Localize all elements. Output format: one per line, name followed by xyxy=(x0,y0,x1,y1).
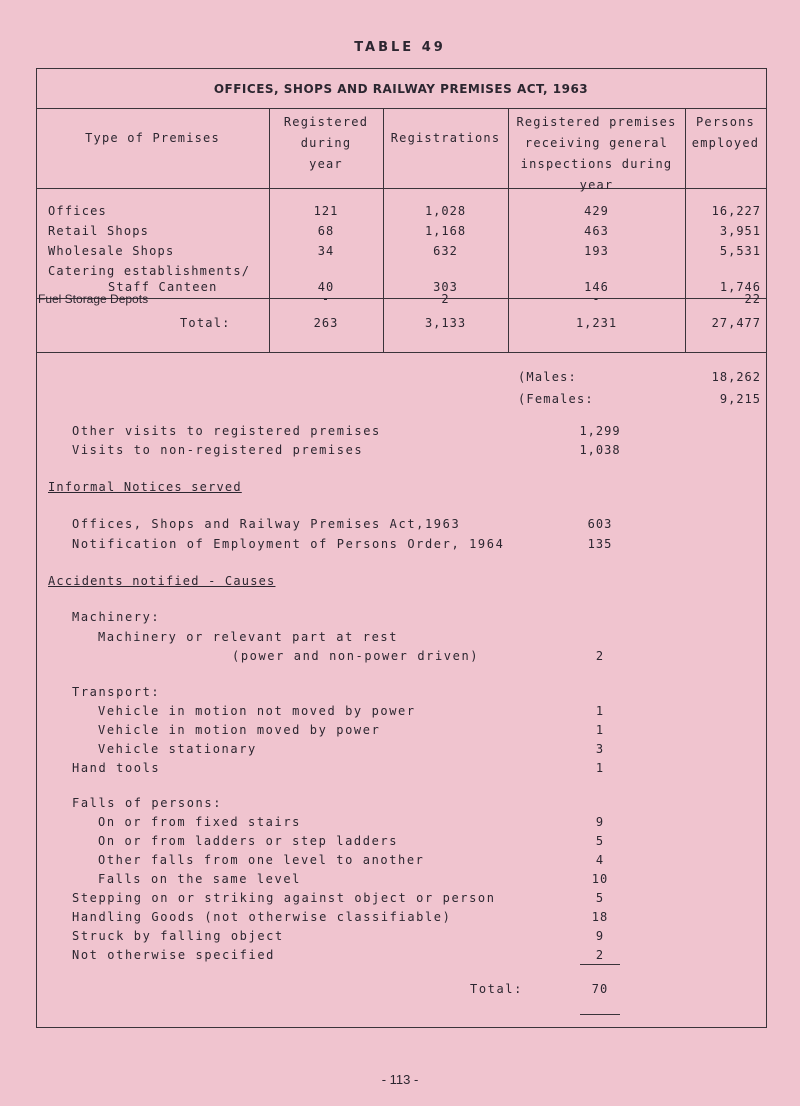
transport-item-value: 1 xyxy=(595,704,605,718)
machinery-value: 2 xyxy=(595,649,605,663)
males-value: 18,262 xyxy=(711,370,761,384)
informal-act-value: 603 xyxy=(587,517,613,531)
accidents-heading: Accidents notified - Causes xyxy=(48,574,276,588)
falls-item-value: 9 xyxy=(595,815,605,829)
females-label: (Females: xyxy=(518,392,594,406)
transport-item-label: Vehicle stationary xyxy=(98,742,257,756)
accidents-total-label: Total: xyxy=(470,982,523,996)
row-reg-year: 68 xyxy=(317,224,335,238)
informal-notices-heading: Informal Notices served xyxy=(48,480,242,494)
visits-nonregistered-label: Visits to non-registered premises xyxy=(72,443,364,457)
totals-persons: 27,477 xyxy=(711,316,761,330)
falls-heading: Falls of persons: xyxy=(72,796,223,810)
falls-item-label: Falls on the same level xyxy=(98,872,301,886)
transport-item-label: Vehicle in motion moved by power xyxy=(98,723,381,737)
row-label: Catering establishments/ xyxy=(48,264,251,278)
frame-right-border xyxy=(766,68,767,1028)
cause-label: Stepping on or striking against object or person xyxy=(72,891,496,905)
row-label-cont: Staff Canteen xyxy=(108,280,218,294)
machinery-line1: Machinery or relevant part at rest xyxy=(98,630,399,644)
row-label: Retail Shops xyxy=(48,224,150,238)
totals-general: 1,231 xyxy=(575,316,618,330)
falls-item-value: 5 xyxy=(595,834,605,848)
header-top-line xyxy=(36,108,766,109)
subtotal-rule xyxy=(580,964,620,965)
totals-reg-year: 263 xyxy=(313,316,339,330)
transport-item-label: Vehicle in motion not moved by power xyxy=(98,704,416,718)
row-registrations: 1,028 xyxy=(424,204,467,218)
hand-tools-label: Hand tools xyxy=(72,761,161,775)
totals-label: Total: xyxy=(180,316,231,330)
row-registrations: 632 xyxy=(433,244,458,258)
row-reg-year: 40 xyxy=(317,280,335,294)
row-general: 429 xyxy=(584,204,609,218)
falls-item-value: 4 xyxy=(595,853,605,867)
row-label: Wholesale Shops xyxy=(48,244,175,258)
frame-top-border xyxy=(36,68,766,69)
header-persons-employed: Persons employed xyxy=(691,115,760,150)
row-persons: 5,531 xyxy=(719,244,761,258)
table-label: TABLE 49 xyxy=(354,40,446,55)
row-persons: 16,227 xyxy=(711,204,761,218)
cause-label: Not otherwise specified xyxy=(72,948,275,962)
visits-registered-value: 1,299 xyxy=(579,424,621,438)
row-registrations: 303 xyxy=(433,280,458,294)
hand-tools-value: 1 xyxy=(595,761,605,775)
row-reg-year: - xyxy=(321,292,331,306)
row-general: 146 xyxy=(584,280,609,294)
informal-order-value: 135 xyxy=(587,537,613,551)
header-general-inspections: Registered premises receiving general inspections during year xyxy=(516,115,677,192)
cause-value: 5 xyxy=(595,891,605,905)
informal-act-label: Offices, Shops and Railway Premises Act,1963 xyxy=(72,517,461,531)
row-persons: 22 xyxy=(744,292,761,306)
machinery-line2: (power and non-power driven) xyxy=(232,649,480,663)
cause-label: Struck by falling object xyxy=(72,929,284,943)
header-type-of-premises: Type of Premises xyxy=(85,131,220,145)
cause-value: 9 xyxy=(595,929,605,943)
visits-registered-label: Other visits to registered premises xyxy=(72,424,381,438)
frame-bottom-border xyxy=(36,1027,766,1028)
males-label: (Males: xyxy=(518,370,577,384)
frame-left-border xyxy=(36,68,37,1028)
row-reg-year: 121 xyxy=(313,204,339,218)
row-registrations: 1,168 xyxy=(424,224,467,238)
row-label: Offices xyxy=(48,204,107,218)
totals-bottom-line xyxy=(36,352,766,353)
row-general: 193 xyxy=(584,244,609,258)
cause-value: 2 xyxy=(595,948,605,962)
visits-nonregistered-value: 1,038 xyxy=(579,443,621,457)
falls-item-value: 10 xyxy=(591,872,609,886)
falls-item-label: On or from ladders or step ladders xyxy=(98,834,399,848)
accidents-total-value: 70 xyxy=(591,982,609,996)
row-reg-year: 34 xyxy=(317,244,335,258)
transport-heading: Transport: xyxy=(72,685,161,699)
act-title: OFFICES, SHOPS AND RAILWAY PREMISES ACT, 1963 xyxy=(213,82,589,96)
transport-item-value: 3 xyxy=(595,742,605,756)
header-registrations: Registrations xyxy=(390,131,501,145)
total-rule xyxy=(580,1014,620,1015)
females-value: 9,215 xyxy=(719,392,761,406)
totals-registrations: 3,133 xyxy=(424,316,467,330)
informal-order-label: Notification of Employment of Persons Order, 1964 xyxy=(72,537,505,551)
page-number: - 113 - xyxy=(381,1072,419,1087)
machinery-heading: Machinery: xyxy=(72,610,161,624)
falls-item-label: On or from fixed stairs xyxy=(98,815,301,829)
row-persons: 3,951 xyxy=(719,224,761,238)
falls-item-label: Other falls from one level to another xyxy=(98,853,425,867)
row-general: - xyxy=(592,292,601,306)
transport-item-value: 1 xyxy=(595,723,605,737)
row-general: 463 xyxy=(584,224,609,238)
row-registrations: 2 xyxy=(441,292,450,306)
cause-value: 18 xyxy=(591,910,609,924)
cause-label: Handling Goods (not otherwise classifiable) xyxy=(72,910,452,924)
header-registered-during-year: Registered during year xyxy=(283,115,369,171)
row-label: Fuel Storage Depots xyxy=(38,292,149,306)
row-persons: 1,746 xyxy=(719,280,761,294)
